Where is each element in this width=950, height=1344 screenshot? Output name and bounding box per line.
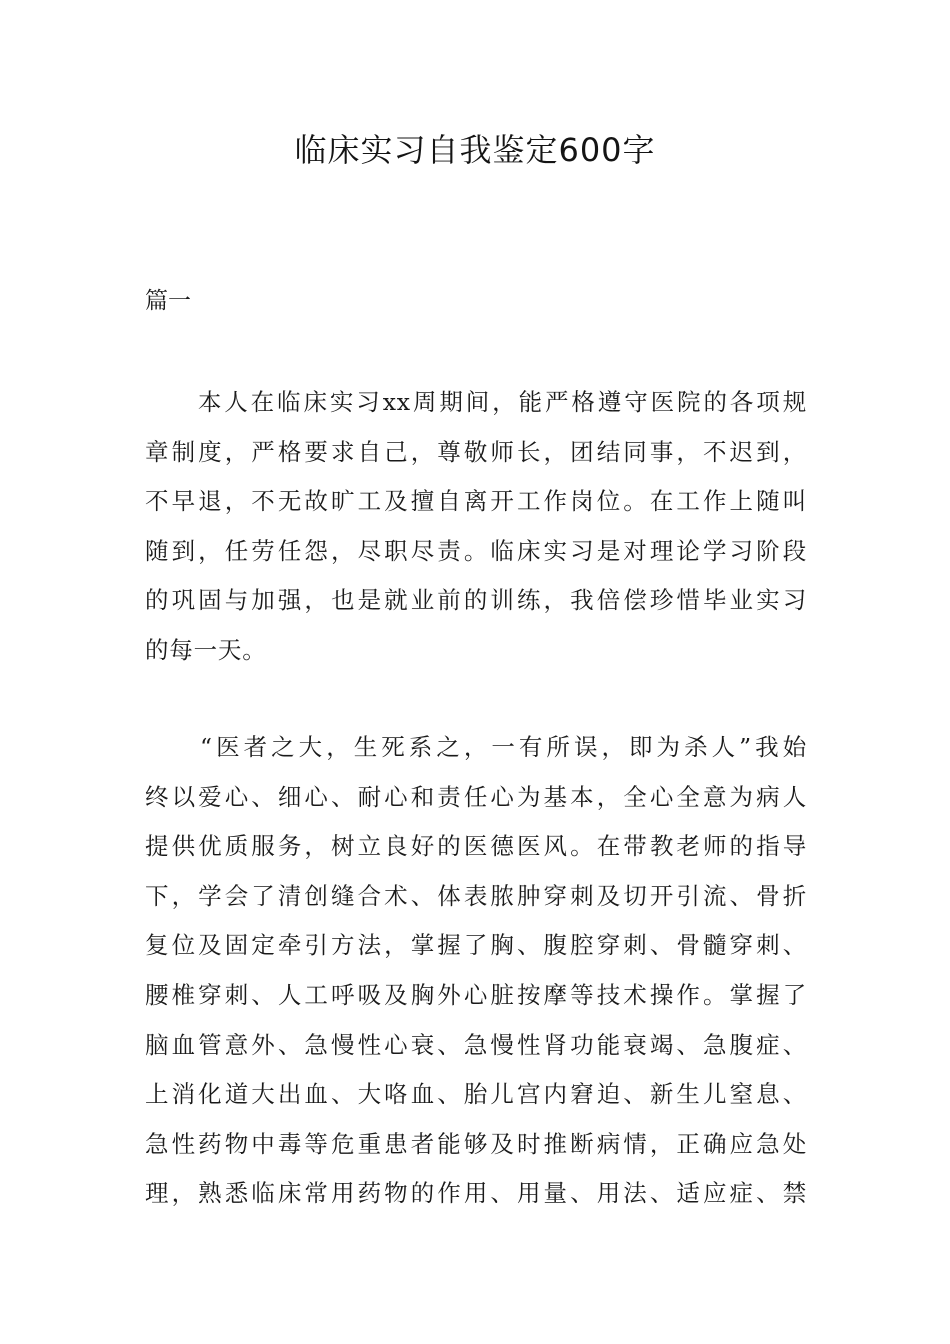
paragraph-line: 上消化道大出血、大咯血、胎儿宫内窘迫、新生儿窒息、 — [145, 1080, 807, 1109]
paragraph-line: 随到，任劳任怨，尽职尽责。临床实习是对理论学习阶段 — [145, 536, 807, 565]
paragraph-2 — [145, 723, 807, 1219]
paragraph-line: 不早退，不无故旷工及擅自离开工作岗位。在工作上随叫 — [145, 487, 807, 516]
paragraph-line: 提供优质服务，树立良好的医德医风。在带教老师的指导 — [145, 832, 807, 861]
paragraph-line: 下，学会了清创缝合术、体表脓肿穿刺及切开引流、骨折 — [145, 881, 807, 910]
paragraph-1 — [145, 378, 807, 676]
section-label: 篇一 — [145, 288, 191, 314]
paragraph-line: “医者之大，生死系之，一有所误，即为杀人”我始 — [145, 733, 807, 761]
paragraph-line: 的每一天。 — [145, 635, 267, 664]
paragraph-line: 章制度，严格要求自己，尊敬师长，团结同事，不迟到， — [145, 437, 807, 466]
paragraph-line: 理，熟悉临床常用药物的作用、用量、用法、适应症、禁 — [145, 1179, 807, 1208]
paragraph-line: 本人在临床实习xx周期间，能严格遵守医院的各项规 — [145, 388, 807, 416]
paragraph-line: 腰椎穿刺、人工呼吸及胸外心脏按摩等技术操作。掌握了 — [145, 980, 807, 1009]
document-title: 临床实习自我鉴定600字 — [294, 131, 656, 169]
paragraph-line: 的巩固与加强，也是就业前的训练，我倍偿珍惜毕业实习 — [145, 586, 807, 615]
paragraph-line: 脑血管意外、急慢性心衰、急慢性肾功能衰竭、急腹症、 — [145, 1030, 807, 1059]
paragraph-line: 急性药物中毒等危重患者能够及时推断病情，正确应急处 — [145, 1129, 807, 1158]
paragraph-line: 终以爱心、细心、耐心和责任心为基本，全心全意为病人 — [145, 782, 807, 811]
paragraph-line: 复位及固定牵引方法，掌握了胸、腹腔穿刺、骨髓穿刺、 — [145, 931, 807, 960]
